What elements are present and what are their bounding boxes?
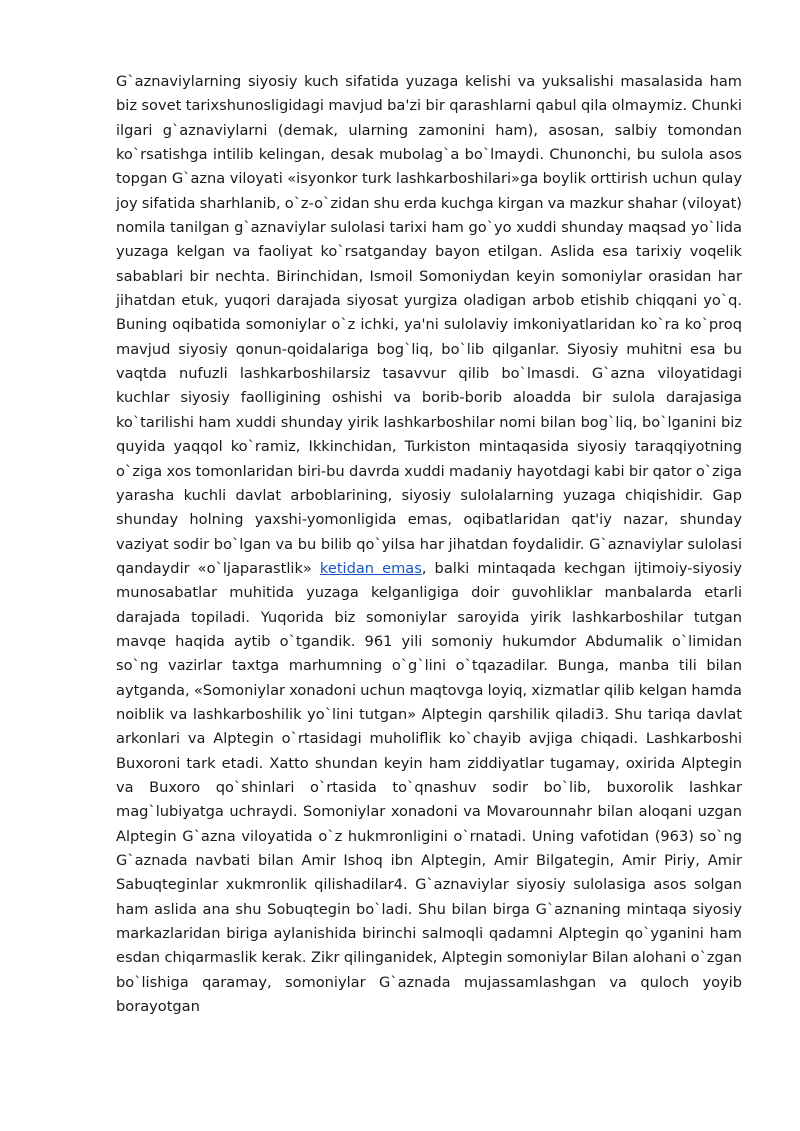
paragraph-text-after-link: , balki mintaqada kechgan ijtimoiy-siyosiy munosabatlar muhitida yuzaga kelganligiga doir guvohliklar manbalarda etarli darajada topiladi. Yuqorida biz somoniylar saroyida yirik lashkarboshilar tutgan mavqe haqida aytib o`tgandik. 961 yili somoniy hukumdor Abdumalik o`limidan so`ng vazirlar taxtga marhumning o`g`lini o`tqazadilar. Bunga, manba tili bilan aytganda, «Somoniylar xonadoni uchun maqtovga loyiq, xizmatlar qilib kelgan hamda noiblik va lashkarboshilik yo`lini tutgan» Alptegin qarshilik qiladi3. Shu tariqa davlat arkonlari va Alptegin o`rtasidagi muholiflik ko`chayib avjiga chiqadi. Lashkarboshi Buxoroni tark etadi. Xatto shundan keyin ham ziddiyatlar tugamay, oxirida Alptegin va Buxoro qo`shinlari o`rtasida to`qnashuv sodir bo`lib, buxorolik lashkar mag`lubiyatga uchraydi. Somoniylar xonadoni va Movarounnahr bilan aloqani uzgan Alptegin G`azna viloyatida o`z hukmronligini o`rnatadi. Uning vafotidan (963) so`ng G`aznada navbati bilan Amir Ishoq ibn Alptegin, Amir Bilgategin, Amir Piriy, Amir Sabuqteginlar xukmronlik qilishadilar4. G`aznaviylar siyosiy sulolasiga asos solgan ham aslida ana shu Sobuqtegin bo`ladi. Shu bilan birga G`aznaning mintaqa siyosiy markazlaridan biriga aylanishida birinchi salmoqli qadamni Alptegin qo`yganini ham esdan chiqarmaslik kerak. Zikr qilinganidek, Alptegin somoniylar Bilan alohani o`zgan bo`lishiga qaramay, somoniylar G`aznada mujassamlashgan va quloch yoyib borayotgan: [116, 559, 742, 1016]
body-paragraph: [116, 70, 742, 1019]
hyperlink-ketidan-emas[interactable]: ketidan emas: [319, 559, 422, 577]
paragraph-text-before-link: G`aznaviylarning siyosiy kuch sifatida yuzaga kelishi va yuksalishi masalasida ham biz sovet tarixshunosligidagi mavjud ba'zi bir qarashlarni qabul qila olmaymiz. Chunki ilgari g`aznaviylarni (demak, ularning zamonini ham), asosan, salbiy tomondan ko`rsatishga intilib kelingan, desak mubolag`a bo`lmaydi. Chunonchi, bu sulola asos topgan G`azna viloyati «isyonkor turk lashkarboshilari»ga boylik orttirish uchun qulay joy sifatida sharhlanib, o`z-o`zidan shu erda kuchga kirgan va mazkur shahar (viloyat) nomila tanilgan g`aznaviylar sulolasi tarixi ham go`yo xuddi shunday maqsad yo`lida yuzaga kelgan va faoliyat ko`rsatganday bayon etilgan. Aslida esa tarixiy voqelik sabablari bir nechta. Birinchidan, Ismoil Somoniydan keyin somoniylar orasidan har jihatdan etuk, yuqori darajada siyosat yurgiza oladigan arbob etishib chiqqani yo`q. Buning oqibatida somoniylar o`z ichki, ya'ni sulolaviy imkoniyatlaridan ko`ra ko`proq mavjud siyosiy qonun-qoidalariga bog`liq, bo`lib qilganlar. Siyosiy muhitni esa bu vaqtda nufuzli lashkarboshilarsiz tasavvur qilib bo`lmasdi. G`azna viloyatidagi kuchlar siyosiy faolligining oshishi va borib-borib aloadda bir sulola darajasiga ko`tarilishi ham xuddi shunday yirik lashkarboshilar nomi bilan bog`liq, bo`lganini biz quyida yaqqol ko`ramiz, Ikkinchidan, Turkiston mintaqasida siyosiy taraqqiyotning o`ziga xos tomonlaridan biri-bu davrda xuddi madaniy hayotdagi kabi bir qator o`ziga yarasha kuchli davlat arboblarining, siyosiy sulolalarning yuzaga chiqishidir. Gap shunday holning yaxshi-yomonligida emas, oqibatlaridan qat'iy nazar, shunday vaziyat sodir bo`lgan va bu bilib qo`yilsa har jihatdan foydalidir. G`aznaviylar sulolasi qandaydir «o`ljaparastlik»: [116, 73, 742, 577]
document-page: [116, 70, 742, 1019]
